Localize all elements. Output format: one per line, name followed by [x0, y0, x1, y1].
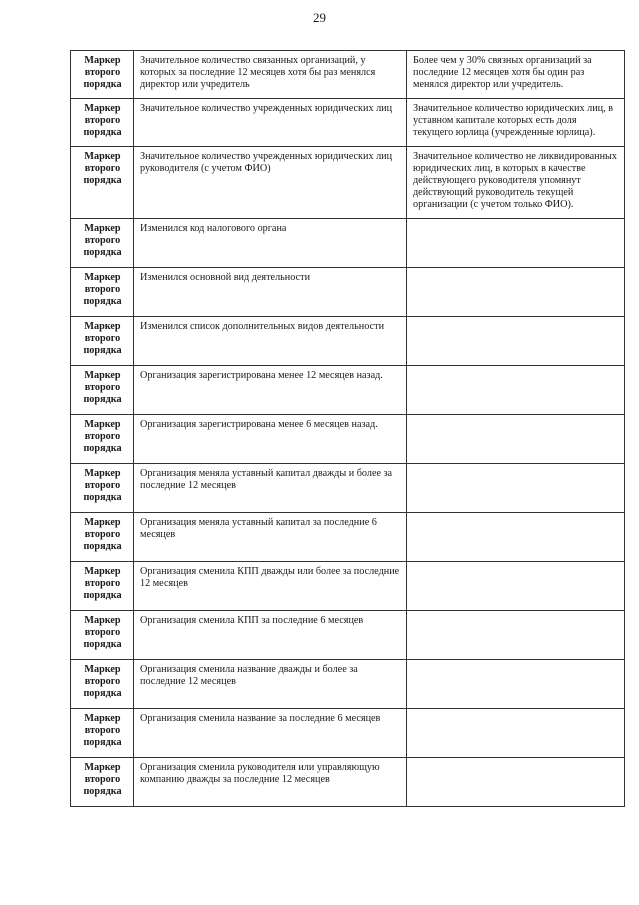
marker-label-line: порядка: [83, 175, 122, 186]
marker-label-line: Маркер: [84, 223, 121, 234]
note-cell: [407, 317, 625, 366]
marker-label-line: второго: [84, 725, 121, 736]
note-cell: [407, 366, 625, 415]
marker-label-line: порядка: [83, 394, 122, 405]
marker-label-line: второго: [84, 284, 121, 295]
note-cell: [407, 464, 625, 513]
table-row: [71, 51, 625, 99]
marker-cell: [71, 758, 134, 807]
note-cell: Более чем у 30% связных организаций за последние 12 месяцев хотя бы один раз менялся директор или учредитель.: [407, 51, 625, 99]
table-row: [71, 219, 625, 268]
marker-label-line: порядка: [83, 492, 122, 503]
marker-label-line: порядка: [83, 639, 122, 650]
marker-label-line: второго: [84, 163, 121, 174]
marker-label-line: Маркер: [84, 762, 121, 773]
note-cell: [407, 660, 625, 709]
note-cell: [407, 758, 625, 807]
marker-cell: [71, 99, 134, 147]
marker-label-line: Маркер: [84, 713, 121, 724]
condition-cell: Организация меняла уставный капитал за последние 6 месяцев: [134, 513, 407, 562]
table-row: [71, 758, 625, 807]
markers-table: [70, 50, 625, 807]
marker-cell: [71, 464, 134, 513]
marker-label-line: Маркер: [84, 517, 121, 528]
table-row: [71, 415, 625, 464]
markers-table-body: [71, 51, 625, 807]
marker-label-line: второго: [84, 431, 121, 442]
marker-label-line: Маркер: [84, 370, 121, 381]
table-row: [71, 366, 625, 415]
page-number: 29: [313, 10, 326, 25]
marker-label-line: Маркер: [84, 468, 121, 479]
condition-cell: Значительное количество учрежденных юридических лиц руководителя (с учетом ФИО): [134, 147, 407, 219]
note-cell: [407, 513, 625, 562]
marker-label-line: порядка: [83, 590, 122, 601]
marker-label-line: Маркер: [84, 151, 121, 162]
marker-label-line: Маркер: [84, 664, 121, 675]
condition-cell: Организация меняла уставный капитал дважды и более за последние 12 месяцев: [134, 464, 407, 513]
marker-cell: [71, 317, 134, 366]
marker-label-line: порядка: [83, 541, 122, 552]
marker-cell: [71, 709, 134, 758]
note-cell: [407, 219, 625, 268]
marker-label-line: второго: [84, 774, 121, 785]
marker-label-line: порядка: [83, 127, 122, 138]
note-cell: [407, 415, 625, 464]
marker-cell: [71, 219, 134, 268]
table-row: [71, 99, 625, 147]
note-cell: Значительное количество не ликвидированных юридических лиц, в которых в качестве действующего руководителя упомянут действующий руководитель текущей организации (с учетом только ФИО).: [407, 147, 625, 219]
table-row: [71, 611, 625, 660]
marker-cell: [71, 611, 134, 660]
marker-label-line: Маркер: [84, 419, 121, 430]
marker-cell: [71, 268, 134, 317]
condition-cell: Изменился список дополнительных видов деятельности: [134, 317, 407, 366]
condition-cell: Организация зарегистрирована менее 12 месяцев назад.: [134, 366, 407, 415]
marker-label-line: второго: [84, 333, 121, 344]
marker-label-line: порядка: [83, 737, 122, 748]
table-row: [71, 147, 625, 219]
condition-cell: Организация сменила руководителя или управляющую компанию дважды за последние 12 месяцев: [134, 758, 407, 807]
marker-label-line: Маркер: [84, 566, 121, 577]
marker-label-line: Маркер: [84, 272, 121, 283]
table-row: [71, 317, 625, 366]
table-row: [71, 709, 625, 758]
marker-cell: [71, 147, 134, 219]
condition-cell: Организация сменила название за последние 6 месяцев: [134, 709, 407, 758]
marker-cell: [71, 660, 134, 709]
marker-label-line: второго: [84, 480, 121, 491]
marker-label-line: второго: [84, 529, 121, 540]
marker-label-line: порядка: [83, 296, 122, 307]
table-row: [71, 268, 625, 317]
marker-label-line: порядка: [83, 688, 122, 699]
marker-label-line: второго: [84, 578, 121, 589]
condition-cell: Изменился код налогового органа: [134, 219, 407, 268]
marker-label-line: второго: [84, 676, 121, 687]
marker-label-line: порядка: [83, 786, 122, 797]
table-row: [71, 464, 625, 513]
marker-cell: [71, 366, 134, 415]
note-cell: Значительное количество юридических лиц, в уставном капитале которых есть доля текущего юрлица (учрежденные юрлица).: [407, 99, 625, 147]
condition-cell: Значительное количество учрежденных юридических лиц: [134, 99, 407, 147]
table-row: [71, 660, 625, 709]
note-cell: [407, 709, 625, 758]
marker-label-line: второго: [84, 382, 121, 393]
condition-cell: Организация сменила КПП за последние 6 месяцев: [134, 611, 407, 660]
marker-label-line: второго: [84, 115, 121, 126]
condition-cell: Изменился основной вид деятельности: [134, 268, 407, 317]
table-row: [71, 513, 625, 562]
condition-cell: Организация зарегистрирована менее 6 месяцев назад.: [134, 415, 407, 464]
marker-label-line: порядка: [83, 247, 122, 258]
marker-label-line: второго: [84, 235, 121, 246]
marker-label-line: второго: [84, 67, 121, 78]
note-cell: [407, 562, 625, 611]
note-cell: [407, 611, 625, 660]
condition-cell: Организация сменила КПП дважды или более за последние 12 месяцев: [134, 562, 407, 611]
marker-label-line: Маркер: [84, 321, 121, 332]
marker-cell: [71, 51, 134, 99]
marker-label-line: второго: [84, 627, 121, 638]
marker-cell: [71, 562, 134, 611]
marker-label-line: порядка: [83, 345, 122, 356]
table-row: [71, 562, 625, 611]
marker-label-line: Маркер: [84, 55, 121, 66]
condition-cell: Организация сменила название дважды и более за последние 12 месяцев: [134, 660, 407, 709]
marker-label-line: порядка: [83, 443, 122, 454]
note-cell: [407, 268, 625, 317]
marker-label-line: Маркер: [84, 615, 121, 626]
marker-cell: [71, 415, 134, 464]
marker-cell: [71, 513, 134, 562]
marker-label-line: Маркер: [84, 103, 121, 114]
condition-cell: Значительное количество связанных организаций, у которых за последние 12 месяцев хотя бы раз менялся директор или учредитель: [134, 51, 407, 99]
marker-label-line: порядка: [83, 79, 122, 90]
